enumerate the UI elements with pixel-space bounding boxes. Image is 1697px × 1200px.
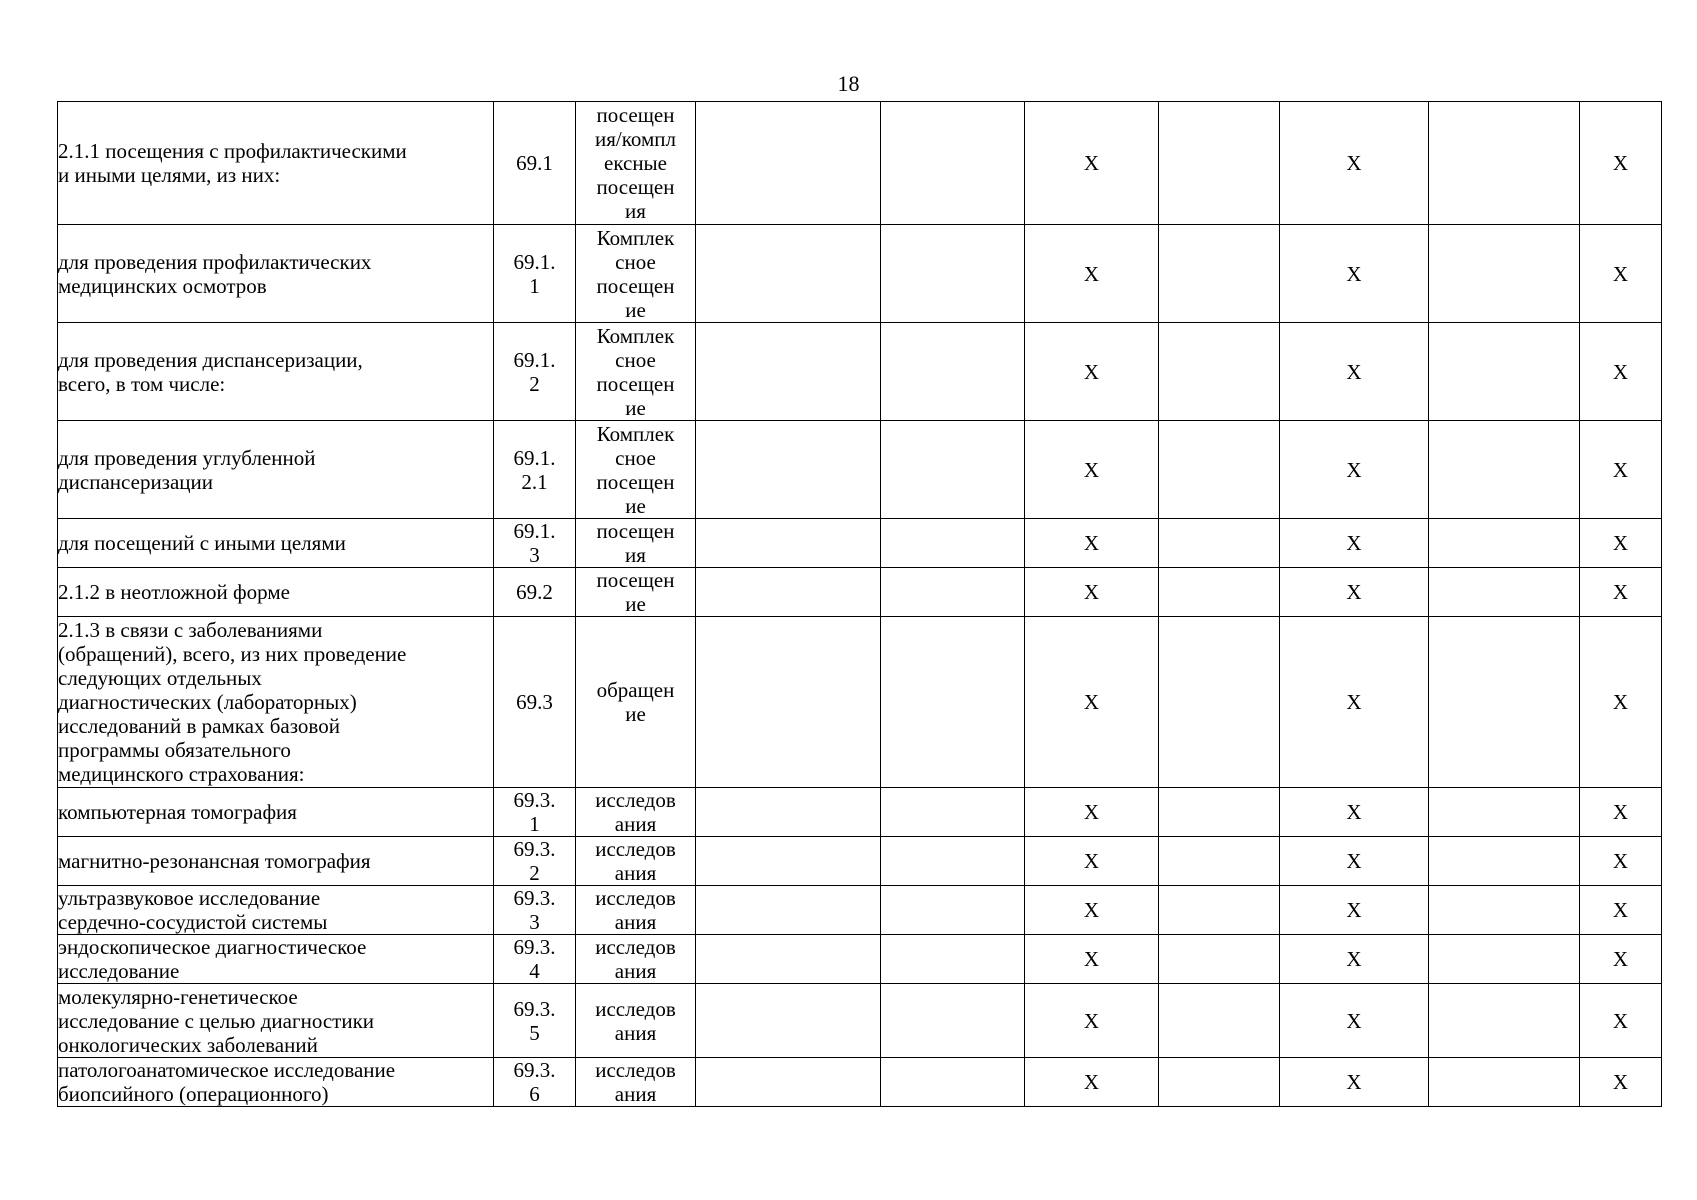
row-code-cell	[494, 519, 576, 568]
row-unit-cell-text: обращен ие	[596, 678, 675, 726]
row-name-cell-text: для проведения профилактических медицинских осмотров	[58, 249, 372, 298]
row-name-cell-text: 2.1.1 посещения с профилактическими и иными целями, из них:	[58, 139, 407, 187]
x-mark-cell-text: Х	[1346, 1070, 1362, 1094]
x-mark-cell	[1025, 617, 1159, 788]
row-unit-cell-text: Комплек сное посещен ие	[596, 323, 675, 420]
row-name-cell	[58, 519, 494, 568]
x-mark-cell-text: Х	[1612, 457, 1629, 482]
x-mark-cell-text: Х	[1612, 261, 1629, 286]
page-number: 18	[837, 71, 860, 96]
empty-cell	[881, 102, 1025, 225]
x-mark-cell	[1280, 837, 1429, 886]
row-unit-cell	[576, 984, 696, 1058]
row-unit-cell	[576, 837, 696, 886]
x-mark-cell-text: Х	[1083, 947, 1100, 971]
row-code-cell-text: 69.1. 2.1	[513, 445, 556, 494]
empty-cell	[1159, 568, 1280, 617]
data-table	[57, 101, 1662, 1107]
empty-cell	[696, 323, 881, 421]
empty-cell	[881, 935, 1025, 984]
x-mark-cell	[1580, 421, 1662, 519]
row-unit-cell-text: исследов ания	[595, 788, 676, 836]
row-name-cell-text: 2.1.2 в неотложной форме	[58, 580, 290, 604]
x-mark-cell	[1580, 225, 1662, 323]
row-code-cell	[494, 886, 576, 935]
x-mark-cell-text: Х	[1612, 359, 1629, 384]
row-code-cell	[494, 984, 576, 1058]
empty-cell	[881, 1058, 1025, 1107]
row-name-cell	[58, 102, 494, 225]
x-mark-cell	[1280, 935, 1429, 984]
row-unit-cell-text: исследов ания	[595, 1058, 676, 1106]
row-code-cell-text: 69.3. 6	[513, 1058, 556, 1106]
x-mark-cell-text: Х	[1612, 690, 1629, 714]
empty-cell	[1429, 102, 1580, 225]
row-unit-cell-text: исследов ания	[595, 996, 676, 1045]
x-mark-cell	[1025, 323, 1159, 421]
x-mark-cell	[1580, 886, 1662, 935]
row-unit-cell	[576, 323, 696, 421]
row-code-cell-text: 69.1. 1	[513, 249, 556, 298]
empty-cell	[1429, 1058, 1580, 1107]
x-mark-cell-text: Х	[1083, 261, 1100, 286]
empty-cell	[1429, 837, 1580, 886]
row-code-cell-text: 69.3. 2	[513, 837, 556, 885]
empty-cell	[1159, 984, 1280, 1058]
empty-cell	[696, 102, 881, 225]
empty-cell	[1159, 935, 1280, 984]
x-mark-cell	[1580, 617, 1662, 788]
row-unit-cell	[576, 421, 696, 519]
x-mark-cell-text: Х	[1346, 359, 1362, 384]
row-code-cell-text: 69.3. 1	[513, 788, 556, 836]
x-mark-cell-text: Х	[1612, 1070, 1629, 1094]
x-mark-cell-text: Х	[1083, 800, 1100, 824]
table-row	[58, 617, 1662, 788]
x-mark-cell-text: Х	[1083, 359, 1100, 384]
empty-cell	[881, 519, 1025, 568]
empty-cell	[881, 421, 1025, 519]
table-row	[58, 935, 1662, 984]
table-row	[58, 568, 1662, 617]
x-mark-cell	[1580, 323, 1662, 421]
x-mark-cell	[1025, 788, 1159, 837]
row-code-cell	[494, 788, 576, 837]
empty-cell	[1159, 102, 1280, 225]
row-code-cell-text: 69.2	[516, 580, 553, 604]
x-mark-cell	[1580, 519, 1662, 568]
empty-cell	[696, 225, 881, 323]
empty-cell	[881, 788, 1025, 837]
table-row	[58, 225, 1662, 323]
empty-cell	[881, 886, 1025, 935]
empty-cell	[1159, 617, 1280, 788]
empty-cell	[1159, 1058, 1280, 1107]
row-code-cell	[494, 421, 576, 519]
x-mark-cell	[1280, 102, 1429, 225]
x-mark-cell	[1025, 886, 1159, 935]
empty-cell	[1429, 421, 1580, 519]
table-row	[58, 1058, 1662, 1107]
x-mark-cell-text: Х	[1083, 1070, 1100, 1094]
row-name-cell-text: 2.1.3 в связи с заболеваниями (обращений), всего, из них проведение следующих отдельных диагностических (лабораторных) исследований в рамках базовой программы обязательного медицинского страхования:	[58, 618, 407, 786]
row-unit-cell	[576, 935, 696, 984]
x-mark-cell	[1280, 323, 1429, 421]
row-name-cell	[58, 617, 494, 788]
row-code-cell	[494, 568, 576, 617]
empty-cell	[881, 837, 1025, 886]
row-unit-cell	[576, 788, 696, 837]
x-mark-cell-text: Х	[1083, 580, 1100, 604]
x-mark-cell	[1025, 837, 1159, 886]
table-row	[58, 984, 1662, 1058]
row-unit-cell	[576, 519, 696, 568]
x-mark-cell	[1025, 519, 1159, 568]
x-mark-cell	[1280, 519, 1429, 568]
row-name-cell	[58, 886, 494, 935]
row-unit-cell	[576, 886, 696, 935]
x-mark-cell-text: Х	[1612, 800, 1629, 824]
row-code-cell-text: 69.1	[516, 151, 553, 175]
row-code-cell	[494, 935, 576, 984]
row-name-cell-text: патологоанатомическое исследование биопсийного (операционного)	[58, 1058, 396, 1106]
x-mark-cell-text: Х	[1083, 898, 1100, 922]
x-mark-cell	[1580, 568, 1662, 617]
row-unit-cell	[576, 225, 696, 323]
row-unit-cell-text: посещен ия	[596, 519, 675, 567]
row-code-cell-text: 69.3. 5	[513, 996, 556, 1045]
x-mark-cell-text: Х	[1346, 800, 1362, 824]
empty-cell	[1159, 519, 1280, 568]
empty-cell	[1159, 886, 1280, 935]
x-mark-cell-text: Х	[1612, 849, 1629, 873]
x-mark-cell-text: Х	[1083, 1008, 1100, 1033]
empty-cell	[1429, 617, 1580, 788]
empty-cell	[1429, 519, 1580, 568]
row-name-cell	[58, 421, 494, 519]
x-mark-cell-text: Х	[1346, 580, 1362, 604]
row-name-cell	[58, 568, 494, 617]
row-name-cell-text: для проведения углубленной диспансеризации	[58, 445, 316, 494]
x-mark-cell	[1280, 421, 1429, 519]
table-row	[58, 421, 1662, 519]
x-mark-cell-text: Х	[1612, 1008, 1629, 1033]
table-row	[58, 837, 1662, 886]
row-name-cell-text: магнитно-резонансная томография	[58, 849, 371, 873]
x-mark-cell	[1025, 1058, 1159, 1107]
x-mark-cell	[1025, 935, 1159, 984]
row-unit-cell	[576, 102, 696, 225]
x-mark-cell-text: Х	[1346, 947, 1362, 971]
x-mark-cell	[1280, 1058, 1429, 1107]
row-unit-cell-text: Комплек сное посещен ие	[596, 225, 675, 322]
row-unit-cell-text: исследов ания	[595, 886, 676, 934]
x-mark-cell-text: Х	[1612, 531, 1629, 555]
row-unit-cell	[576, 617, 696, 788]
empty-cell	[881, 225, 1025, 323]
empty-cell	[1429, 788, 1580, 837]
x-mark-cell-text: Х	[1346, 531, 1362, 555]
row-name-cell-text: эндоскопическое диагностическое исследование	[58, 935, 367, 983]
x-mark-cell-text: Х	[1346, 690, 1362, 714]
x-mark-cell	[1580, 102, 1662, 225]
row-unit-cell-text: Комплек сное посещен ие	[596, 421, 675, 518]
row-code-cell-text: 69.3	[516, 690, 553, 714]
row-code-cell	[494, 102, 576, 225]
row-unit-cell	[576, 568, 696, 617]
row-unit-cell-text: посещен ия/компл ексные посещен ия	[595, 103, 676, 223]
x-mark-cell-text: Х	[1346, 457, 1362, 482]
x-mark-cell	[1280, 984, 1429, 1058]
row-name-cell-text: для посещений с иными целями	[58, 531, 346, 555]
empty-cell	[1159, 323, 1280, 421]
x-mark-cell	[1025, 102, 1159, 225]
x-mark-cell	[1580, 788, 1662, 837]
empty-cell	[1429, 984, 1580, 1058]
x-mark-cell	[1580, 837, 1662, 886]
table-row	[58, 886, 1662, 935]
row-code-cell	[494, 617, 576, 788]
row-name-cell	[58, 935, 494, 984]
x-mark-cell	[1280, 568, 1429, 617]
empty-cell	[1429, 323, 1580, 421]
empty-cell	[696, 519, 881, 568]
x-mark-cell-text: Х	[1083, 531, 1100, 555]
empty-cell	[696, 984, 881, 1058]
x-mark-cell	[1025, 568, 1159, 617]
x-mark-cell	[1025, 421, 1159, 519]
row-unit-cell-text: исследов ания	[595, 837, 676, 885]
row-name-cell	[58, 323, 494, 421]
row-unit-cell	[576, 1058, 696, 1107]
empty-cell	[1159, 421, 1280, 519]
row-code-cell	[494, 837, 576, 886]
x-mark-cell	[1280, 788, 1429, 837]
x-mark-cell-text: Х	[1083, 457, 1100, 482]
x-mark-cell	[1280, 617, 1429, 788]
table-row	[58, 519, 1662, 568]
x-mark-cell-text: Х	[1612, 580, 1629, 604]
empty-cell	[881, 984, 1025, 1058]
empty-cell	[696, 568, 881, 617]
row-code-cell-text: 69.1. 3	[513, 519, 556, 567]
row-code-cell-text: 69.1. 2	[513, 347, 556, 396]
table-row	[58, 323, 1662, 421]
x-mark-cell	[1280, 225, 1429, 323]
empty-cell	[881, 617, 1025, 788]
empty-cell	[696, 421, 881, 519]
empty-cell	[1429, 935, 1580, 984]
empty-cell	[696, 935, 881, 984]
empty-cell	[1429, 568, 1580, 617]
empty-cell	[881, 323, 1025, 421]
x-mark-cell	[1025, 984, 1159, 1058]
row-name-cell-text: молекулярно-генетическое исследование с целью диагностики онкологических заболеваний	[58, 984, 375, 1057]
x-mark-cell	[1580, 984, 1662, 1058]
x-mark-cell	[1280, 886, 1429, 935]
row-code-cell	[494, 1058, 576, 1107]
empty-cell	[1429, 225, 1580, 323]
row-name-cell-text: для проведения диспансеризации, всего, в том числе:	[58, 347, 363, 396]
table-row	[58, 788, 1662, 837]
x-mark-cell	[1580, 1058, 1662, 1107]
empty-cell	[696, 617, 881, 788]
x-mark-cell-text: Х	[1346, 1008, 1362, 1033]
empty-cell	[1159, 837, 1280, 886]
x-mark-cell-text: Х	[1612, 898, 1629, 922]
empty-cell	[881, 568, 1025, 617]
empty-cell	[696, 837, 881, 886]
empty-cell	[1159, 225, 1280, 323]
x-mark-cell-text: Х	[1346, 849, 1362, 873]
row-name-cell	[58, 837, 494, 886]
row-unit-cell-text: исследов ания	[595, 935, 676, 983]
x-mark-cell-text: Х	[1346, 898, 1362, 922]
empty-cell	[696, 1058, 881, 1107]
row-name-cell	[58, 225, 494, 323]
row-name-cell-text: компьютерная томография	[58, 800, 297, 824]
x-mark-cell-text: Х	[1612, 947, 1629, 971]
empty-cell	[1159, 788, 1280, 837]
row-name-cell	[58, 788, 494, 837]
row-name-cell-text: ультразвуковое исследование сердечно-сосудистой системы	[58, 886, 328, 934]
row-code-cell	[494, 323, 576, 421]
x-mark-cell-text: Х	[1346, 151, 1362, 175]
x-mark-cell-text: Х	[1346, 261, 1362, 286]
x-mark-cell-text: Х	[1083, 849, 1100, 873]
x-mark-cell	[1580, 935, 1662, 984]
empty-cell	[696, 886, 881, 935]
row-name-cell	[58, 1058, 494, 1107]
row-code-cell	[494, 225, 576, 323]
x-mark-cell-text: Х	[1083, 151, 1100, 175]
empty-cell	[696, 788, 881, 837]
x-mark-cell-text: Х	[1612, 151, 1629, 175]
row-code-cell-text: 69.3. 4	[513, 935, 556, 983]
row-code-cell-text: 69.3. 3	[513, 886, 556, 934]
row-unit-cell-text: посещен ие	[596, 568, 675, 616]
row-name-cell	[58, 984, 494, 1058]
empty-cell	[1429, 886, 1580, 935]
table-row	[58, 102, 1662, 225]
x-mark-cell	[1025, 225, 1159, 323]
x-mark-cell-text: Х	[1083, 690, 1100, 714]
